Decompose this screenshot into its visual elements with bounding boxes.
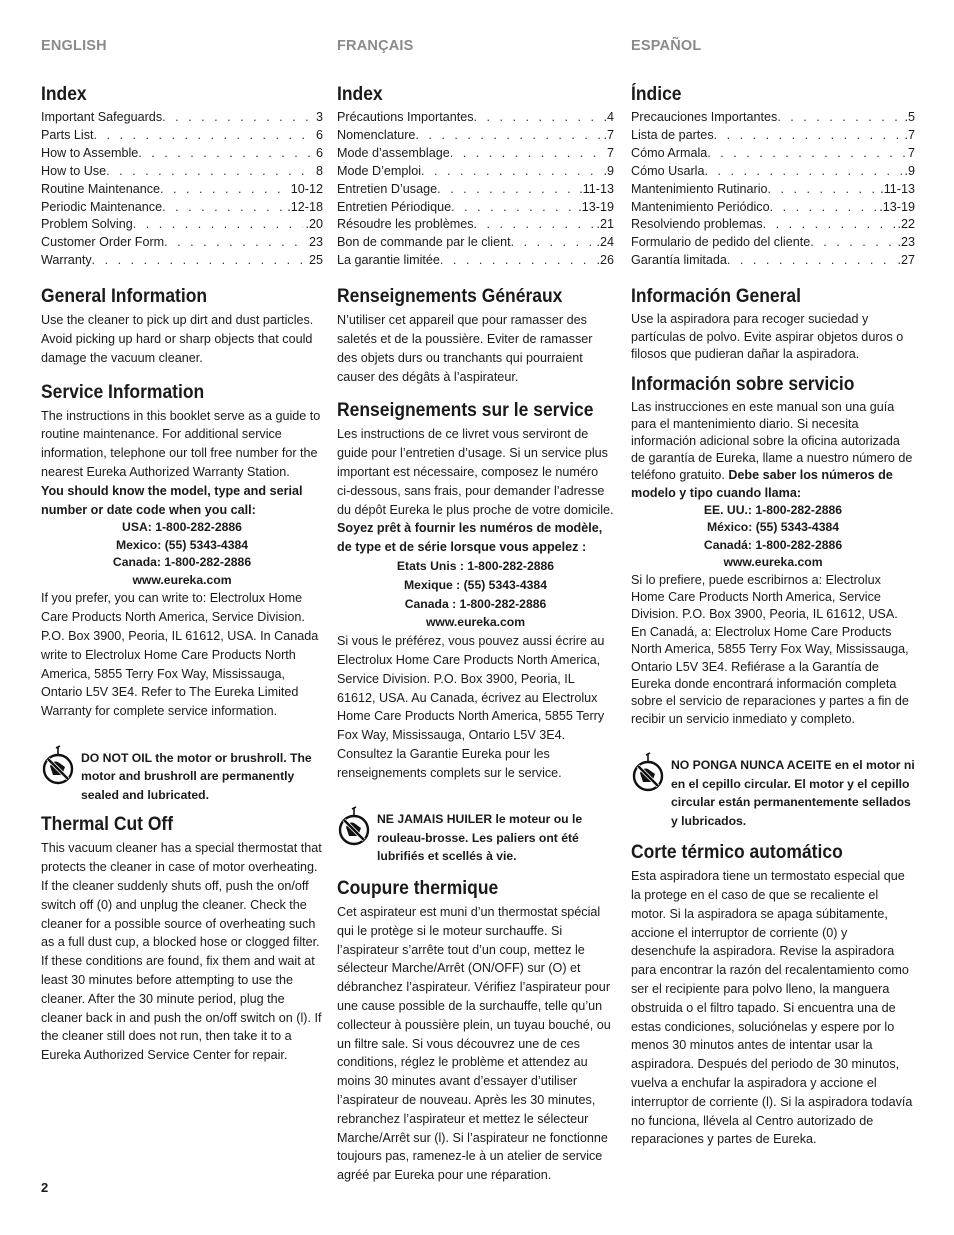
- toc-entry: Entretien Périodique . . . .13-19: [337, 199, 614, 217]
- general-information-text: Use the cleaner to pick up dirt and dust particles. Avoid picking up hard or sharp objects that could damage the vacuum cleaner.: [41, 313, 314, 365]
- phone-numbers: USA: 1-800-282-2886 Mexico: (55) 5343-4384 Canada: 1-800-282-2886 www.eureka.com: [112, 520, 252, 587]
- index-heading: Índice: [631, 84, 682, 105]
- toc-entry: Mantenimiento Rutinario . . . .11-13: [631, 181, 915, 199]
- column-spanish: [631, 38, 915, 1149]
- toc-entry: Important Safeguards . . . 3: [41, 109, 323, 127]
- table-of-contents: [41, 109, 323, 270]
- column-english: [41, 38, 323, 1065]
- service-information-heading: Service Information: [41, 381, 205, 403]
- toc-entry: Formulario de pedido del cliente . . . .23: [631, 234, 915, 252]
- service-address-text: If you prefer, you can write to: Electrolux Home Care Products North America, Service Division. P.O. Box 3900, Peoria, IL 61612, USA. In Canada write to Electrolux Home Care Products North America, 5855 Terry Fox Way, Mississauga, Ontario L5V 3E4. Refer to The Eureka Limited Warranty for complete service information.: [41, 591, 319, 719]
- toc-entry: Garantía limitada . . . .27: [631, 252, 915, 270]
- toc-entry: Précautions Importantes . . . .4: [337, 109, 614, 127]
- toc-entry: Resolviendo problemas . . . .22: [631, 216, 915, 234]
- toc-entry: Cómo Usarla . . . .9: [631, 163, 915, 181]
- no-oil-warning: [337, 810, 614, 866]
- general-information-text: Use la aspiradora para recoger suciedad y partículas de polvo. Evite aspirar objetos duros o filosos que pudieran dañar la aspiradora.: [631, 312, 904, 362]
- warning-text: DO NOT OIL the motor or brushroll. The motor and brushroll are permanently sealed and lubricated.: [81, 750, 312, 802]
- toc-entry: Lista de partes . . . .7: [631, 127, 915, 145]
- general-information-heading: Información General: [631, 286, 801, 308]
- toc-entry: Precauciones Importantes . . . .5: [631, 109, 915, 127]
- toc-entry: Mode D’emploi . . . .9: [337, 163, 614, 181]
- service-address-text: Si lo prefiere, puede escribirnos a: Electrolux Home Care Products North America, Service Division. P.O. Box 3900, Peoria, IL 61612, USA. En Canadá, a: Electrolux Home Care Products North America, 5855 Terry Fox Way, Mississauga, Ontario L5V 3E4. Refiérase a la Garantía de Eureka donde encontrará información completa sobre el servicio de reparaciones y partes a fin de recibir un servicio inmediato y completo.: [631, 572, 909, 726]
- no-oil-icon: [631, 752, 665, 794]
- phone-numbers: EE. UU.: 1-800-282-2886 México: (55) 5343-4384 Canadá: 1-800-282-2886 www.eureka.com: [703, 502, 843, 570]
- language-label: ESPAÑOL: [631, 38, 702, 54]
- toc-entry: Résoudre les problèmes . . . .21: [337, 216, 614, 234]
- thermal-cut-off-text: Cet aspirateur est muni d’un thermostat spécial qui le protège si le moteur surchauffe. Si l’aspirateur s’arrête tout d’un coup, mettez le sélecteur Marche/Arrêt (ON/OFF) sur (O) et débranchez l’aspirateur. Vérifiez l’aspirateur pour une cause possible de la surchauffe, telle qu’un collecteur à poussière plein, un tuyau bouché, ou un filtre sale. Si vous découvrez une de ces conditions, réglez le problème et attendez au moins 30 minutes avant d’essayer d’utiliser l’aspirateur de nouveau. Après les 30 minutes, rebranchez l’aspirateur et mettez le sélecteur Marche/Arrêt sur (l). Si l’aspirateur ne fonctionne toujours pas, ramenez-le à un atelier de service agréé par Eureka pour une réparation.: [337, 904, 611, 1183]
- page-number: 2: [41, 1180, 49, 1195]
- table-of-contents: [631, 109, 915, 270]
- warning-text: NO PONGA NUNCA ACEITE en el motor ni en el cepillo circular. El motor y el cepillo circular están permanentemente sellados y lubricados.: [671, 758, 915, 828]
- toc-entry: Mode d’assemblage . . . 7: [337, 145, 614, 163]
- thermal-cut-off-text: Esta aspiradora tiene un termostato especial que la protege en el caso de que se recaliente el motor. Si la aspiradora se apaga súbitamente, accione el interruptor de corriente (0) y desenchufe la aspiradora. Revise la aspiradora para encontrar la razón del recalentamiento como ser el recipiente para polvo lleno, la manguera obstruida o el filtro tapado. Si encuentra una de estas condiciones, soluciónelas y espere por lo menos 30 minutos antes de intentar usar la aspiradora. Después del periodo de 30 minutos, vuelva a enchufar la aspiradora y accione el interruptor de corriente (l). Si la aspiradora todavía no funciona, llévela al Centro autorizado de reparaciones y partes de Eureka.: [631, 869, 913, 1147]
- thermal-cut-off-text: This vacuum cleaner has a special thermostat that protects the cleaner in case of motor overheating. If the cleaner suddenly shuts off, push the on/off switch off (0) and unplug the cleaner. Check the cleaner for a possible source of overheating such as a full dust cup, a blocked hose or clogged filter. If these conditions are found, fix them and wait at least 30 minutes before attempting to use the cleaner. After the 30 minute period, plug the cleaner back in and push the on/off switch on (l). If the cleaner still does not run, then take it to a Eureka Authorized Service Center for repair.: [41, 841, 322, 1063]
- thermal-cut-off-heading: Thermal Cut Off: [41, 814, 174, 836]
- toc-entry: Entretien D’usage . . . .11-13: [337, 181, 614, 199]
- toc-entry: Nomenclature . . . .7: [337, 127, 614, 145]
- service-information-text: Las instrucciones en este manual son una guía para el mantenimiento diario. Si necesita información adicional sobre la oficina autorizada de garantía de Eureka, llame a nuestro número de teléfono gratuito. Debe saber los números de modelo y tipo cuando llama:: [631, 399, 913, 500]
- toc-entry: How to Assemble . . . 6: [41, 145, 323, 163]
- toc-entry: Customer Order Form . . . 23: [41, 234, 323, 252]
- warning-text: NE JAMAIS HUILER le moteur ou le rouleau-brosse. Les paliers ont été lubrifiés et scellés à vie.: [377, 812, 583, 864]
- no-oil-icon: [41, 745, 75, 787]
- no-oil-icon: [337, 806, 371, 848]
- toc-entry: Parts List . . . 6: [41, 127, 323, 145]
- column-french: [337, 38, 614, 1185]
- no-oil-warning: [631, 756, 915, 830]
- language-label: FRANÇAIS: [337, 38, 414, 54]
- service-address-text: Si vous le préférez, vous pouvez aussi écrire au Electrolux Home Care Products North America, Service Division. P.O. Box 3900, Peoria, IL 61612, USA. Au Canada, écrivez au Electrolux Home Care Products North America, 5855 Terry Fox Way, Mississauga, Ontario L5V 3E4. Consultez la Garantie Eureka pour les renseignements complets sur le service.: [337, 634, 605, 780]
- index-heading: Index: [337, 84, 383, 105]
- toc-entry: How to Use . . . 8: [41, 163, 323, 181]
- toc-entry: Problem Solving . . . .20: [41, 216, 323, 234]
- toc-entry: Bon de commande par le client . . . .24: [337, 234, 614, 252]
- table-of-contents: [337, 109, 614, 270]
- service-information-heading: Renseignements sur le service: [337, 400, 594, 422]
- thermal-cut-off-heading: Coupure thermique: [337, 877, 499, 899]
- toc-entry: Routine Maintenance . . . 10-12: [41, 181, 323, 199]
- general-information-heading: Renseignements Généraux: [337, 286, 563, 308]
- index-heading: Index: [41, 84, 87, 105]
- thermal-cut-off-heading: Corte térmico automático: [631, 842, 843, 864]
- service-information-text: Les instructions de ce livret vous serviront de guide pour l’entretien d’usage. Si un service plus important est nécessaire, composez le numéro ci-dessous, sans frais, pour demander l’adresse du dépôt Eureka le plus proche de votre domicile. Soyez prêt à fournir les numéros de modèle, de type et de série lorsque vous appelez :: [337, 427, 614, 555]
- toc-entry: Periodic Maintenance . . . .12-18: [41, 199, 323, 217]
- service-information-heading: Información sobre servicio: [631, 373, 855, 395]
- general-information-text: N’utiliser cet appareil que pour ramasser des saletés et de la poussière. Eviter de ramasser des objets durs ou tranchants qui pourraient causer des dégâts à l’aspirateur.: [337, 313, 593, 384]
- service-information-text: The instructions in this booklet serve as a guide to routine maintenance. For additional service information, telephone our toll free number for the nearest Eureka Authorized Warranty Station. You should know the model, type and serial number or date code when you call:: [41, 408, 321, 517]
- toc-entry: Warranty . . . 25: [41, 252, 323, 270]
- toc-entry: Mantenimiento Periódico . . . .13-19: [631, 199, 915, 217]
- toc-entry: La garantie limitée . . . .26: [337, 252, 614, 270]
- language-label: ENGLISH: [41, 38, 107, 54]
- general-information-heading: General Information: [41, 286, 208, 308]
- phone-numbers: Etats Unis : 1-800-282-2886 Mexique : (55) 5343-4384 Canada : 1-800-282-2886 www.eureka.com: [396, 558, 555, 630]
- toc-entry: Cómo Armala . . . 7: [631, 145, 915, 163]
- no-oil-warning: [41, 749, 323, 805]
